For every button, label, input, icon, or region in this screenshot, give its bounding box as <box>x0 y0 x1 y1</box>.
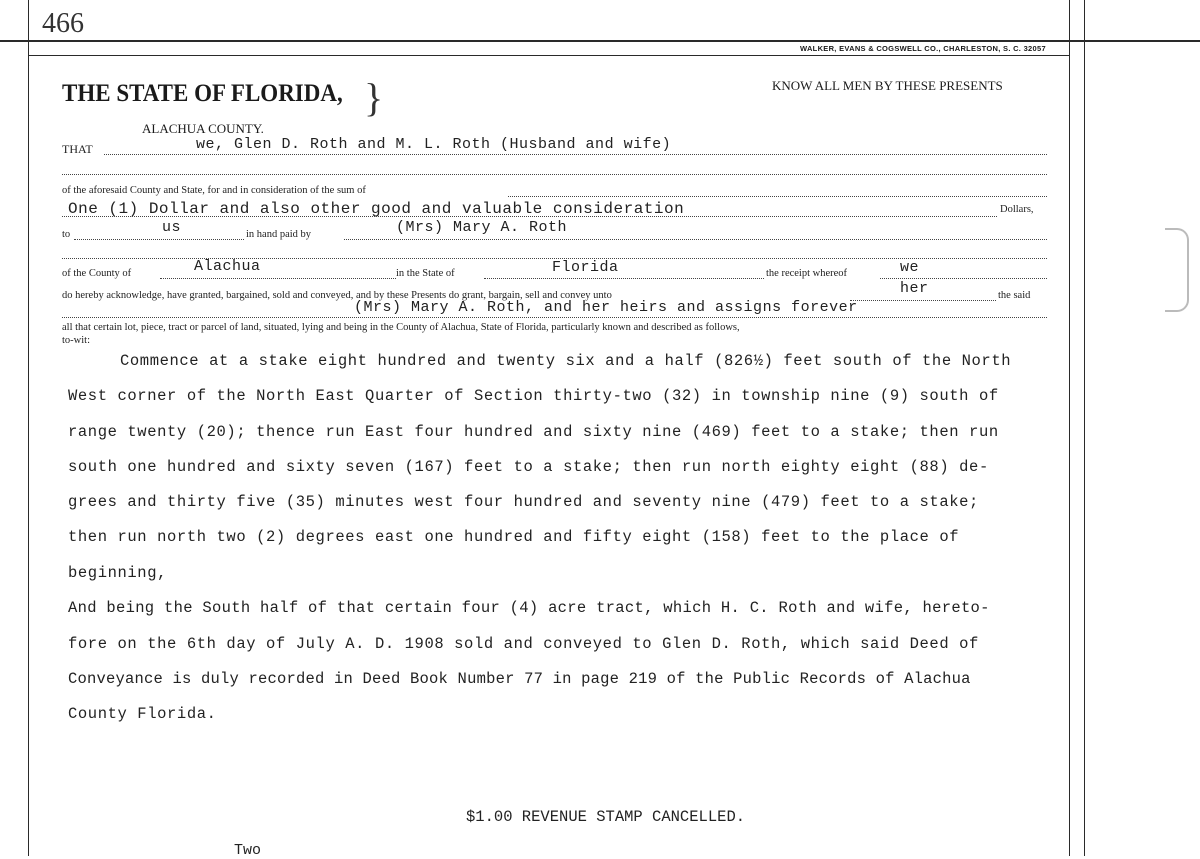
body-line-6: then run north two (2) degrees east one hundred and fifty eight (158) feet to the place of <box>68 528 960 546</box>
grantee-dots <box>62 317 1047 318</box>
printer-imprint: WALKER, EVANS & COGSWELL CO., CHARLESTON, S. C. 32057 <box>800 44 1046 53</box>
lot-text-2: to-wit: <box>62 335 90 346</box>
body-line-2: West corner of the North East Quarter of Section thirty-two (32) in township nine (9) south of <box>68 387 999 405</box>
receipt-value: we <box>900 259 920 276</box>
body-line-5: grees and thirty five (35) minutes west four hundred and seventy nine (479) feet to a stake; <box>68 493 979 511</box>
payer-dots <box>344 239 1047 240</box>
county-label: ALACHUA COUNTY. <box>142 121 264 136</box>
consideration-value-dots <box>62 216 997 217</box>
lot-text-1: all that certain lot, piece, tract or parcel of land, situated, lying and being in the County of Alachua, State of Florida, particularly known and described as follows, <box>62 322 740 333</box>
grantors-value: we, Glen D. Roth and M. L. Roth (Husband and wife) <box>196 136 672 153</box>
page-number: 466 <box>42 8 84 39</box>
right-margin-line-2 <box>1084 0 1085 856</box>
consideration-dots <box>508 196 1047 197</box>
grantee-value: (Mrs) Mary A. Roth, and her heirs and assigns forever <box>354 299 858 316</box>
state-of-value: Florida <box>552 259 619 276</box>
blank-line-1 <box>62 174 1047 175</box>
body-line-1: Commence at a stake eight hundred and twenty six and a half (826½) feet south of the North <box>120 352 1012 370</box>
that-dots <box>104 154 1047 155</box>
to-dots <box>74 239 244 240</box>
state-title: THE STATE OF FLORIDA, <box>62 80 343 107</box>
know-all-men: KNOW ALL MEN BY THESE PRESENTS <box>772 78 1003 93</box>
state-of-dots <box>484 278 764 279</box>
consideration-label: of the aforesaid County and State, for and in consideration of the sum of <box>62 185 366 196</box>
payer-value: (Mrs) Mary A. Roth <box>396 219 568 236</box>
footer-word: Two <box>234 842 262 859</box>
body-line-11: County Florida. <box>68 705 217 723</box>
body-line-10: Conveyance is duly recorded in Deed Book Number 77 in page 219 of the Public Records of Alachua <box>68 670 971 688</box>
county-of-dots <box>160 278 396 279</box>
payee-value: us <box>162 219 182 236</box>
county-of-value: Alachua <box>194 258 261 275</box>
consideration-value: One (1) Dollar and also other good and valuable consideration <box>68 200 685 218</box>
right-margin-line <box>1069 0 1070 856</box>
body-line-8: And being the South half of that certain four (4) acre tract, which H. C. Roth and wife, hereto- <box>68 599 990 617</box>
state-of-label: in the State of <box>396 268 455 279</box>
unto-dots <box>850 300 996 301</box>
the-said-label: the said <box>998 290 1031 301</box>
acknowledge-text: do hereby acknowledge, have granted, bargained, sold and conveyed, and by these Presents do grant, bargain, sell and convey unto <box>62 290 612 301</box>
top-rule <box>0 40 1200 42</box>
receipt-label: the receipt whereof <box>766 268 848 279</box>
title-brace: } <box>364 75 384 120</box>
county-of-label: of the County of <box>62 268 132 279</box>
left-margin-line <box>28 0 29 856</box>
receipt-dots <box>880 278 1047 279</box>
to-label: to <box>62 229 71 240</box>
binding-mark <box>1165 228 1189 312</box>
that-label: THAT <box>62 142 93 156</box>
revenue-stamp-note: $1.00 REVENUE STAMP CANCELLED. <box>466 808 746 826</box>
top-rule-2 <box>28 55 1070 56</box>
unto-value: her <box>900 280 929 297</box>
body-line-3: range twenty (20); thence run East four hundred and sixty nine (469) feet to a stake; then run <box>68 423 999 441</box>
dollars-label: Dollars, <box>1000 204 1034 215</box>
body-line-9: fore on the 6th day of July A. D. 1908 sold and conveyed to Glen D. Roth, which said Deed of <box>68 635 979 653</box>
body-line-7: beginning, <box>68 564 168 582</box>
in-hand-paid-label: in hand paid by <box>246 229 312 240</box>
body-line-4: south one hundred and sixty seven (167) feet to a stake; then run north eighty eight (88) de- <box>68 458 989 476</box>
